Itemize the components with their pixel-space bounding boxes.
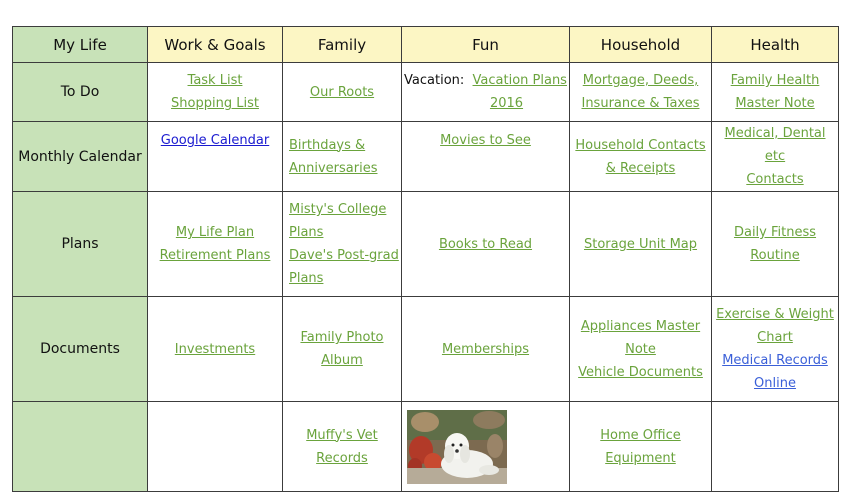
retirement-plans-link[interactable]: Retirement Plans bbox=[159, 248, 271, 263]
appliances-note-link[interactable]: Note bbox=[625, 341, 656, 357]
daves-post-grad-plans-link[interactable]: Plans bbox=[289, 271, 324, 286]
vacation-label: Vacation: bbox=[404, 73, 465, 88]
mistys-college-plans-link[interactable]: Plans bbox=[289, 225, 324, 240]
cell-todo-health bbox=[712, 63, 839, 122]
cell-calendar-household bbox=[570, 122, 712, 192]
row-label-extra bbox=[13, 402, 148, 492]
row-calendar bbox=[13, 122, 839, 192]
header-health: Health bbox=[712, 27, 839, 63]
cell-extra-fun bbox=[402, 402, 570, 492]
vet-records-link[interactable]: Records bbox=[316, 450, 368, 466]
header-family: Family bbox=[283, 27, 402, 63]
shopping-list-link[interactable]: Shopping List bbox=[171, 96, 259, 111]
cell-extra-family bbox=[283, 402, 402, 492]
header-my-life: My Life bbox=[13, 27, 148, 63]
cell-todo-fun bbox=[402, 63, 570, 122]
online-link[interactable]: Online bbox=[754, 376, 796, 391]
header-household: Household bbox=[570, 27, 712, 63]
insurance-taxes-link[interactable]: Insurance & Taxes bbox=[581, 96, 700, 111]
medical-records-link[interactable]: Medical Records bbox=[722, 353, 828, 368]
cell-todo-work bbox=[148, 63, 283, 122]
header-fun: Fun bbox=[402, 27, 570, 63]
movies-to-see-link[interactable]: Movies to See bbox=[440, 133, 531, 148]
daves-post-grad-link[interactable]: Dave's Post-grad bbox=[289, 248, 399, 263]
row-label-calendar: Monthly Calendar bbox=[13, 122, 148, 192]
receipts-link[interactable]: & Receipts bbox=[605, 160, 676, 176]
cell-documents-family bbox=[283, 297, 402, 402]
family-health-link[interactable]: Family Health bbox=[730, 73, 820, 88]
home-office-link[interactable]: Home Office bbox=[600, 427, 681, 443]
muffys-vet-link[interactable]: Muffy's Vet bbox=[306, 427, 378, 443]
memberships-link[interactable]: Memberships bbox=[441, 341, 530, 357]
cell-documents-fun bbox=[402, 297, 570, 402]
family-photo-link[interactable]: Family Photo bbox=[300, 330, 384, 345]
birthdays-link[interactable]: Birthdays & bbox=[289, 137, 366, 153]
google-calendar-link[interactable]: Google Calendar bbox=[160, 133, 270, 148]
header-work-goals: Work & Goals bbox=[148, 27, 283, 63]
exercise-weight-link[interactable]: Exercise & Weight bbox=[716, 307, 834, 322]
cell-calendar-health bbox=[712, 122, 839, 192]
chart-link[interactable]: Chart bbox=[757, 330, 793, 345]
dog-photo-icon[interactable] bbox=[407, 410, 507, 484]
equipment-link[interactable]: Equipment bbox=[605, 450, 676, 466]
cell-extra-work bbox=[148, 402, 283, 492]
row-label-todo: To Do bbox=[13, 63, 148, 122]
books-to-read-link[interactable]: Books to Read bbox=[438, 236, 533, 252]
row-todo bbox=[13, 63, 839, 122]
header-row bbox=[13, 27, 839, 63]
mistys-college-link[interactable]: Misty's College bbox=[289, 202, 387, 217]
row-label-documents: Documents bbox=[13, 297, 148, 402]
vacation-plans-link[interactable]: Vacation Plans bbox=[472, 73, 567, 88]
row-extra bbox=[13, 402, 839, 492]
cell-extra-health bbox=[712, 402, 839, 492]
cell-documents-health bbox=[712, 297, 839, 402]
my-life-plan-link[interactable]: My Life Plan bbox=[175, 225, 255, 240]
cell-plans-family bbox=[283, 192, 402, 297]
cell-calendar-work bbox=[148, 122, 283, 192]
cell-calendar-fun bbox=[402, 122, 570, 192]
cell-plans-health bbox=[712, 192, 839, 297]
album-link[interactable]: Album bbox=[321, 353, 363, 368]
household-contacts-link[interactable]: Household Contacts bbox=[575, 137, 706, 153]
medical-contacts-link[interactable]: Contacts bbox=[746, 172, 804, 187]
row-plans bbox=[13, 192, 839, 297]
cell-plans-household bbox=[570, 192, 712, 297]
daily-fitness-link[interactable]: Daily Fitness bbox=[733, 225, 817, 240]
cell-todo-household bbox=[570, 63, 712, 122]
row-documents bbox=[13, 297, 839, 402]
our-roots-link[interactable]: Our Roots bbox=[309, 84, 375, 100]
cell-documents-work bbox=[148, 297, 283, 402]
my-life-table bbox=[12, 26, 839, 492]
cell-plans-work bbox=[148, 192, 283, 297]
anniversaries-link[interactable]: Anniversaries bbox=[289, 160, 378, 176]
medical-dental-link[interactable]: Medical, Dental etc bbox=[724, 126, 826, 164]
mortgage-deeds-link[interactable]: Mortgage, Deeds, bbox=[582, 73, 699, 88]
routine-link[interactable]: Routine bbox=[750, 248, 800, 263]
cell-plans-fun bbox=[402, 192, 570, 297]
storage-unit-map-link[interactable]: Storage Unit Map bbox=[583, 236, 698, 252]
cell-calendar-family bbox=[283, 122, 402, 192]
master-note-link[interactable]: Master Note bbox=[735, 96, 815, 111]
row-label-plans: Plans bbox=[13, 192, 148, 297]
appliances-master-link[interactable]: Appliances Master bbox=[580, 318, 701, 334]
investments-link[interactable]: Investments bbox=[174, 341, 256, 357]
task-list-link[interactable]: Task List bbox=[187, 73, 243, 88]
cell-documents-household bbox=[570, 297, 712, 402]
vacation-2016-link[interactable]: 2016 bbox=[489, 96, 524, 111]
cell-extra-household bbox=[570, 402, 712, 492]
cell-todo-family bbox=[283, 63, 402, 122]
vehicle-documents-link[interactable]: Vehicle Documents bbox=[578, 364, 703, 380]
